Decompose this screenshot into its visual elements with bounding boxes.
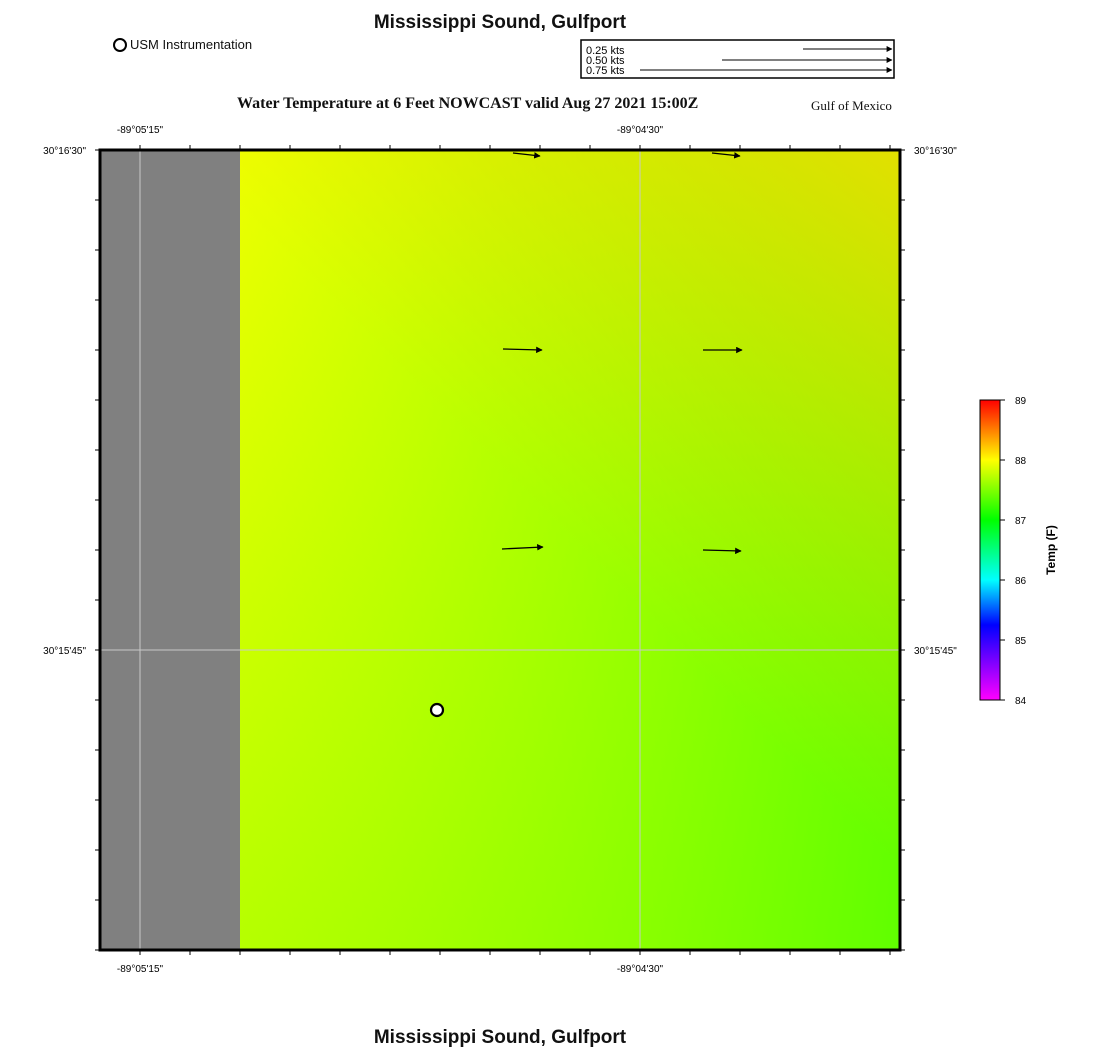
map-subtitle: Water Temperature at 6 Feet NOWCAST valid Aug 27 2021 15:00Z	[237, 95, 699, 112]
map-title: Mississippi Sound, Gulfport	[373, 12, 627, 33]
land-mask	[100, 150, 240, 950]
colorbar-tick-85: 85	[1015, 636, 1027, 647]
colorbar-ticks	[1000, 400, 1005, 700]
colorbar-tick-87: 87	[1015, 516, 1027, 527]
colorbar-tick-88: 88	[1015, 456, 1027, 467]
lon-label-top-1: -89°05'15"	[116, 125, 164, 136]
lat-label-left-1: 30°16'30"	[43, 146, 86, 157]
colorbar-tick-84: 84	[1015, 696, 1027, 707]
colorbar-tick-86: 86	[1015, 576, 1027, 587]
current-legend-label-3: 0.75 kts	[586, 65, 625, 77]
colorbar	[960, 385, 1070, 715]
current-legend-label-2: 0.50 kts	[586, 55, 625, 67]
lat-label-right-2: 30°15'45"	[914, 646, 957, 657]
current-legend-label-1: 0.25 kts	[586, 45, 625, 57]
lat-label-right-1: 30°16'30"	[914, 146, 957, 157]
lon-label-top-2: -89°04'30"	[616, 125, 664, 136]
station-legend-label: USM Instrumentation	[130, 37, 253, 52]
colorbar-tick-89: 89	[1015, 396, 1027, 407]
lat-label-left-2: 30°15'45"	[43, 646, 86, 657]
region-label: Gulf of Mexico	[811, 98, 892, 113]
usm-station-marker[interactable]	[431, 704, 443, 716]
colorbar-title: Temp (F)	[1044, 525, 1058, 575]
lon-label-bottom-2: -89°04'30"	[616, 964, 664, 975]
footer-title: Mississippi Sound, Gulfport	[373, 1027, 627, 1048]
lon-label-bottom-1: -89°05'15"	[116, 964, 164, 975]
colorbar-scale	[980, 400, 1000, 700]
